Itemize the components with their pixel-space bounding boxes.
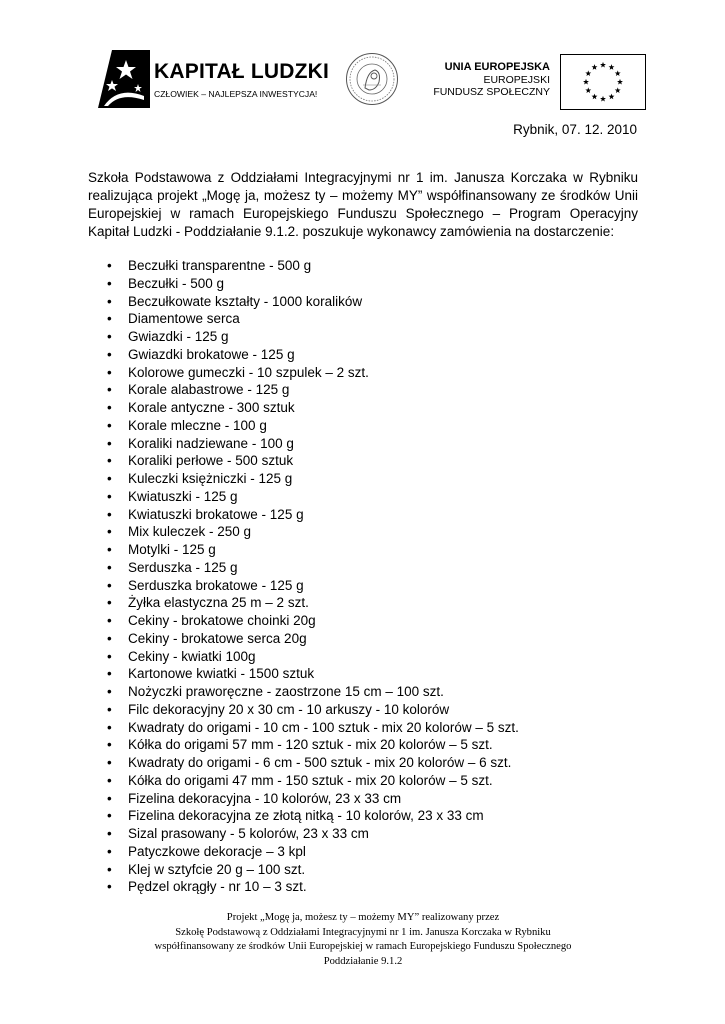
list-item xyxy=(107,399,519,417)
bullet-icon: • xyxy=(107,453,112,469)
list-item-text: Serduszka brokatowe - 125 g xyxy=(128,577,304,593)
list-item xyxy=(107,665,519,683)
list-item-text: Mix kuleczek - 250 g xyxy=(128,524,252,540)
bullet-icon: • xyxy=(107,293,112,309)
footer-line: Projekt „Mogę ja, możesz ty – możemy MY” realizowany przez xyxy=(226,912,500,923)
list-item-text: Kolorowe gumeczki - 10 szpulek – 2 szt. xyxy=(128,364,369,380)
list-item xyxy=(107,488,519,506)
list-item xyxy=(107,559,519,577)
list-item-text: Koraliki nadziewane - 100 g xyxy=(128,435,294,451)
list-item-text: Kuleczki księżniczki - 125 g xyxy=(128,471,293,486)
list-item xyxy=(107,736,519,754)
list-item-text: Kwiatuszki brokatowe - 125 g xyxy=(128,506,304,522)
document-date: Rybnik, 07. 12. 2010 xyxy=(513,122,637,137)
list-item-text: Fizelina dekoracyjna ze złotą nitką - 10 kolorów, 23 x 33 cm xyxy=(128,808,484,824)
list-item xyxy=(107,612,519,630)
bullet-icon: • xyxy=(107,808,112,824)
footer-line: Szkołę Podstawową z Oddziałami Integracyjnymi nr 1 im. Janusza Korczaka w Rybniku xyxy=(175,926,551,938)
list-item xyxy=(107,541,519,559)
list-item xyxy=(107,594,519,612)
kapital-ludzki-title: KAPITAŁ LUDZKI xyxy=(154,60,330,83)
list-item-text: Koraliki perłowe - 500 sztuk xyxy=(128,453,294,469)
list-item-text: Klej w sztyfcie 20 g – 100 szt. xyxy=(128,861,306,877)
list-item xyxy=(107,328,519,346)
list-item-text: Diamentowe serca xyxy=(128,311,240,327)
list-item xyxy=(107,275,519,293)
bullet-icon: • xyxy=(107,701,112,717)
list-item xyxy=(107,772,519,790)
intro-line: Rybniku realizująca projekt „Mogę ja, możesz ty – możemy MY” współfinansowany xyxy=(88,170,638,203)
bullet-icon: • xyxy=(107,382,112,398)
bullet-icon: • xyxy=(107,613,112,628)
list-item-text: Korale antyczne - 300 sztuk xyxy=(128,400,295,415)
bullet-icon: • xyxy=(107,772,112,788)
list-item xyxy=(107,435,519,453)
bullet-icon: • xyxy=(107,329,112,344)
list-item-text: Kartonowe kwiatki - 1500 sztuk xyxy=(128,666,315,682)
list-item-text: Kwadraty do origami - 10 cm - 100 sztuk - mix 20 kolorów – 5 szt. xyxy=(128,719,519,735)
bullet-icon: • xyxy=(107,666,112,682)
list-item-text: Beczułkowate kształty - 1000 koralików xyxy=(128,293,363,309)
list-item xyxy=(107,825,519,843)
intro-line: Szkoła Podstawowa z Oddziałami Integracyjnymi nr 1 im. Janusza Korczaka w xyxy=(88,170,583,185)
list-item xyxy=(107,630,519,648)
school-seal-icon xyxy=(345,52,399,106)
kapital-ludzki-slogan: CZŁOWIEK – NAJLEPSZA INWESTYCJA! xyxy=(154,89,318,99)
intro-line: Program Operacyjny Kapitał Ludzki - Poddziałanie 9.1.2. poszukuje wykonawcy xyxy=(88,206,638,239)
list-item-text: Korale alabastrowe - 125 g xyxy=(128,382,290,398)
bullet-icon: • xyxy=(107,506,112,522)
bullet-icon: • xyxy=(107,826,112,841)
bullet-icon: • xyxy=(107,861,112,877)
eu-label-social-fund: FUNDUSZ SPOŁECZNY xyxy=(433,86,550,98)
list-item-text: Kwiatuszki - 125 g xyxy=(128,488,238,504)
list-item-text: Żyłka elastyczna 25 m – 2 szt. xyxy=(128,595,309,611)
list-item xyxy=(107,790,519,808)
list-item xyxy=(107,293,519,311)
eu-fund-label xyxy=(428,61,550,99)
project-footer xyxy=(88,911,638,969)
list-item xyxy=(107,878,519,896)
list-item-text: Motylki - 125 g xyxy=(128,542,216,557)
eu-flag-icon xyxy=(560,54,646,110)
list-item xyxy=(107,861,519,879)
list-item xyxy=(107,506,519,524)
list-item-text: Kółka do origami 47 mm - 150 sztuk - mix 20 kolorów – 5 szt. xyxy=(128,772,493,788)
list-item xyxy=(107,807,519,825)
list-item xyxy=(107,381,519,399)
list-item-text: Kwadraty do origami - 6 cm - 500 sztuk - mix 20 kolorów – 6 szt. xyxy=(128,755,512,770)
bullet-icon: • xyxy=(107,648,112,664)
bullet-icon: • xyxy=(107,595,112,611)
bullet-icon: • xyxy=(107,737,112,753)
list-item xyxy=(107,310,519,328)
bullet-icon: • xyxy=(107,542,112,557)
bullet-icon: • xyxy=(107,719,112,735)
list-item xyxy=(107,346,519,364)
bullet-icon: • xyxy=(107,417,112,433)
kapital-ludzki-logo-icon xyxy=(98,50,150,108)
eu-label-european: EUROPEJSKI xyxy=(483,73,550,86)
bullet-icon: • xyxy=(107,843,112,859)
list-item-text: Cekiny - kwiatki 100g xyxy=(128,648,256,664)
bullet-icon: • xyxy=(107,311,112,327)
list-item-text: Gwiazdki brokatowe - 125 g xyxy=(128,346,295,362)
eu-label-union: UNIA EUROPEJSKA xyxy=(444,61,550,73)
bullet-icon: • xyxy=(107,524,112,540)
list-item xyxy=(107,452,519,470)
footer-line: współfinansowany ze środków Unii Europejskiej w ramach Europejskiego Funduszu Społecznego xyxy=(154,941,572,952)
list-item xyxy=(107,719,519,737)
list-item xyxy=(107,257,519,275)
list-item-text: Pędzel okrągły - nr 10 – 3 szt. xyxy=(128,879,307,895)
bullet-icon: • xyxy=(107,488,112,504)
kapital-ludzki-logo xyxy=(98,50,328,110)
list-item-text: Beczułki transparentne - 500 g xyxy=(128,258,312,273)
list-item xyxy=(107,577,519,595)
footer-line: Poddziałanie 9.1.2 xyxy=(323,955,403,967)
list-item-text: Patyczkowe dekoracje – 3 kpl xyxy=(128,843,306,859)
bullet-icon: • xyxy=(107,258,112,273)
list-item-text: Fizelina dekoracyjna - 10 kolorów, 23 x 33 cm xyxy=(128,790,402,806)
bullet-icon: • xyxy=(107,755,112,770)
bullet-icon: • xyxy=(107,471,112,486)
bullet-icon: • xyxy=(107,630,112,646)
list-item xyxy=(107,754,519,772)
list-item xyxy=(107,523,519,541)
list-item-text: Nożyczki praworęczne - zaostrzone 15 cm – 100 szt. xyxy=(128,684,444,699)
list-item-text: Kółka do origami 57 mm - 120 sztuk - mix 20 kolorów – 5 szt. xyxy=(128,737,493,753)
bullet-icon: • xyxy=(107,435,112,451)
list-item-text: Filc dekoracyjny 20 x 30 cm - 10 arkuszy - 10 kolorów xyxy=(128,701,450,717)
bullet-icon: • xyxy=(107,577,112,593)
bullet-icon: • xyxy=(107,275,112,291)
bullet-icon: • xyxy=(107,346,112,362)
list-item xyxy=(107,648,519,666)
list-item-text: Cekiny - brokatowe choinki 20g xyxy=(128,613,316,628)
list-item-text: Beczułki - 500 g xyxy=(128,275,225,291)
intro-paragraph xyxy=(88,169,638,241)
list-item xyxy=(107,701,519,719)
list-item xyxy=(107,683,519,701)
list-item-text: Serduszka - 125 g xyxy=(128,559,238,575)
bullet-icon: • xyxy=(107,364,112,380)
list-item xyxy=(107,843,519,861)
list-item-text: Cekiny - brokatowe serca 20g xyxy=(128,630,307,646)
bullet-icon: • xyxy=(107,790,112,806)
list-item xyxy=(107,417,519,435)
list-item-text: Gwiazdki - 125 g xyxy=(128,329,229,344)
bullet-icon: • xyxy=(107,400,112,415)
bullet-icon: • xyxy=(107,684,112,699)
supply-list xyxy=(107,257,519,896)
intro-line: ze środków Unii Europejskiej w ramach Europejskiego Funduszu Społecznego – xyxy=(88,188,638,221)
list-item-text: Sizal prasowany - 5 kolorów, 23 x 33 cm xyxy=(128,826,369,841)
list-item xyxy=(107,364,519,382)
list-item-text: Korale mleczne - 100 g xyxy=(128,417,267,433)
intro-line: zamówienia na dostarczenie: xyxy=(439,224,615,239)
list-item xyxy=(107,470,519,488)
bullet-icon: • xyxy=(107,879,112,895)
bullet-icon: • xyxy=(107,559,112,575)
